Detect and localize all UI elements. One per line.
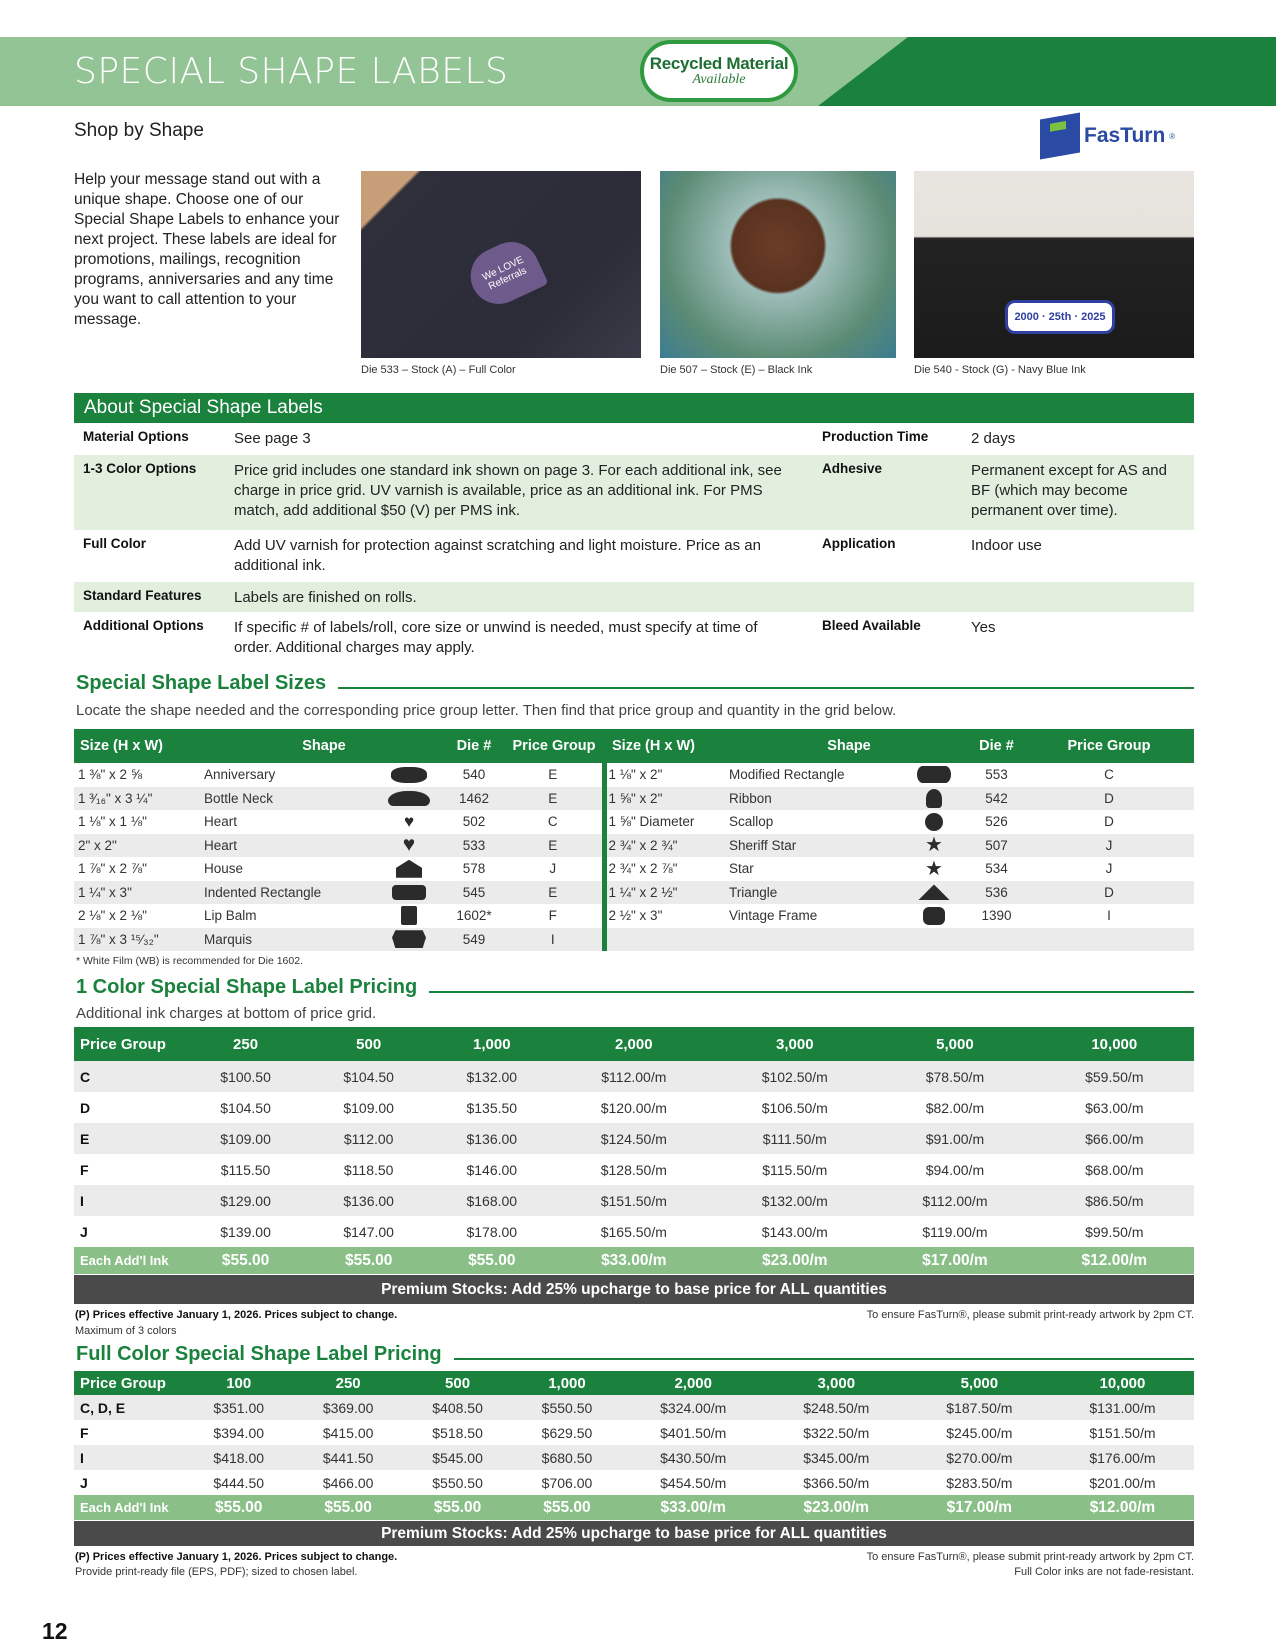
size-cell: 1 ⅛" x 2" xyxy=(604,763,729,787)
price-cell: $120.00/m xyxy=(600,1099,667,1116)
price-effective-note: (P) Prices effective January 1, 2026. Prices subject to change. xyxy=(75,1551,398,1563)
shape-cell: Marquis xyxy=(204,928,374,952)
star-shape-icon: ★ xyxy=(925,857,943,880)
additional-ink-row xyxy=(74,1247,1194,1274)
shape-cell: Ribbon xyxy=(729,787,899,811)
table-row xyxy=(74,928,1194,952)
about-key: Application xyxy=(822,536,896,551)
die-cell: 578 xyxy=(462,861,486,877)
price-cell: $132.00/m xyxy=(714,1185,875,1216)
scallop-shape-icon xyxy=(925,813,943,831)
about-value: 2 days xyxy=(971,430,1016,447)
price-cell: I xyxy=(74,1445,184,1470)
group-cell: J xyxy=(1024,834,1194,858)
table-row xyxy=(74,834,1194,858)
table-row xyxy=(74,810,1194,834)
max-colors-note: Maximum of 3 colors xyxy=(75,1325,177,1337)
shape-cell: Heart xyxy=(204,814,238,830)
sheriff-star-shape-icon: ★ xyxy=(899,834,969,858)
col-qty: 500 xyxy=(403,1371,512,1395)
price-cell: $132.00 xyxy=(430,1061,553,1092)
price-cell: $418.00 xyxy=(184,1445,293,1470)
price-cell: I xyxy=(74,1185,184,1216)
price-cell: $168.00 xyxy=(430,1185,553,1216)
price-row xyxy=(74,1154,1194,1185)
one-color-price-table xyxy=(74,1027,1194,1274)
price-cell: $369.00 xyxy=(293,1395,402,1420)
col-qty: 2,000 xyxy=(553,1027,714,1061)
shape-cell: Vintage Frame xyxy=(729,908,818,924)
price-cell: C xyxy=(74,1061,184,1092)
die-cell: 1390 xyxy=(981,908,1012,924)
price-cell: $151.50/m xyxy=(553,1185,714,1216)
about-row xyxy=(74,530,1194,582)
price-cell: $66.00/m xyxy=(1035,1123,1194,1154)
shape-cell: Modified Rectangle xyxy=(729,767,845,783)
price-cell: F xyxy=(80,1424,89,1441)
price-cell: E xyxy=(74,1123,184,1154)
price-cell: $63.00/m xyxy=(1085,1099,1144,1116)
group-cell: E xyxy=(504,834,604,858)
price-cell: $94.00/m xyxy=(925,1161,985,1178)
about-value: Price grid includes one standard ink shown on page 3. For each additional ink, see charge in price grid. UV varnish is available, price as an additional ink. For PMS match, add additional $50 (V) per PMS ink. xyxy=(234,462,782,519)
price-cell: J xyxy=(80,1223,88,1240)
col-die: Die # xyxy=(444,729,504,763)
size-cell: 2 ⅛" x 2 ⅛" xyxy=(78,908,147,924)
die-cell: 534 xyxy=(985,861,1008,877)
recycled-material-badge xyxy=(640,40,798,102)
sizes-note: Locate the shape needed and the corresponding price group letter. Then find that price group and quantity in the grid below. xyxy=(76,702,897,719)
about-key: Bleed Available xyxy=(822,618,921,633)
price-row xyxy=(74,1123,1194,1154)
group-cell: E xyxy=(504,881,604,905)
one-color-heading xyxy=(76,976,1194,999)
price-cell: $136.00 xyxy=(430,1123,553,1154)
sizes-heading xyxy=(76,672,1194,695)
one-color-title: 1 Color Special Shape Label Pricing xyxy=(76,976,418,998)
price-cell: $415.00 xyxy=(322,1424,374,1441)
page-title: SPECIAL SHAPE LABELS xyxy=(74,51,509,92)
price-cell: $706.00 xyxy=(541,1474,593,1491)
sizes-footnote: * White Film (WB) is recommended for Die 1602. xyxy=(76,955,303,967)
photo-boy-sheriff-star xyxy=(660,171,896,358)
about-key: Material Options xyxy=(83,429,189,444)
price-cell: $55.00 xyxy=(307,1247,430,1274)
price-cell: $55.00 xyxy=(293,1495,402,1520)
price-cell: $545.00 xyxy=(403,1445,512,1470)
header-banner xyxy=(0,37,1276,106)
price-cell: $115.50 xyxy=(220,1161,271,1178)
die-cell: 545 xyxy=(444,881,504,905)
price-cell: $518.50 xyxy=(432,1424,483,1441)
badge-line1: Recycled Material xyxy=(649,54,789,73)
table-row xyxy=(74,904,1194,928)
page-number: 12 xyxy=(42,1618,68,1644)
col-price-group: Price Group xyxy=(504,729,604,763)
price-cell: $165.50/m xyxy=(600,1223,667,1240)
price-cell: J xyxy=(80,1474,88,1491)
price-cell: $55.00 xyxy=(184,1495,293,1520)
price-cell: $112.00/m xyxy=(553,1061,714,1092)
price-cell: $629.50 xyxy=(541,1424,593,1441)
fasturn-note: To ensure FasTurn®, please submit print-ready artwork by 2pm CT. xyxy=(866,1551,1194,1563)
col-qty: 1,000 xyxy=(430,1027,553,1061)
die-cell: 540 xyxy=(462,767,486,783)
about-value: Labels are finished on rolls. xyxy=(234,589,417,606)
price-cell: $131.00/m xyxy=(1051,1395,1194,1420)
badge-line2: Available xyxy=(692,72,746,87)
photo-caption: Die 540 - Stock (G) - Navy Blue Ink xyxy=(914,364,1086,376)
price-cell: $17.00/m xyxy=(875,1247,1034,1274)
col-qty: 10,000 xyxy=(1051,1371,1194,1395)
price-cell: $129.00 xyxy=(184,1185,307,1216)
anniversary-shape-icon xyxy=(391,767,427,783)
shape-cell: Scallop xyxy=(729,814,774,830)
price-cell: $33.00/m xyxy=(622,1495,765,1520)
photo-caption: Die 507 – Stock (E) – Black Ink xyxy=(660,364,813,376)
price-cell: $151.50/m xyxy=(1089,1424,1156,1441)
about-section-header: About Special Shape Labels xyxy=(74,393,1194,423)
price-header-row xyxy=(74,1371,1194,1395)
price-cell: $128.50/m xyxy=(600,1161,667,1178)
fade-note: Full Color inks are not fade-resistant. xyxy=(1014,1566,1194,1578)
print-ready-note: Provide print-ready file (EPS, PDF); sized to chosen label. xyxy=(75,1566,358,1578)
group-cell: I xyxy=(1107,908,1111,924)
price-cell: $146.00 xyxy=(466,1161,518,1178)
col-die: Die # xyxy=(969,729,1024,763)
col-qty: 3,000 xyxy=(714,1027,875,1061)
die-cell: 549 xyxy=(444,928,504,952)
table-row xyxy=(74,881,1194,905)
price-cell: $115.50/m xyxy=(762,1161,828,1178)
group-cell: J xyxy=(1105,861,1113,877)
price-cell: C, D, E xyxy=(74,1395,184,1420)
price-cell: $283.50/m xyxy=(946,1474,1013,1491)
price-cell: $401.50/m xyxy=(660,1424,727,1441)
price-cell: $143.00/m xyxy=(761,1223,828,1240)
triangle-shape-icon xyxy=(918,884,950,900)
heart-shape-icon: ♥ xyxy=(403,811,415,831)
shape-cell: Bottle Neck xyxy=(204,787,374,811)
price-cell: D xyxy=(80,1099,91,1116)
heart-shape-icon: ♥ xyxy=(374,834,444,858)
price-cell: $111.50/m xyxy=(714,1123,875,1154)
die-cell: 542 xyxy=(969,787,1024,811)
price-header-row xyxy=(74,1027,1194,1061)
price-effective-note: (P) Prices effective January 1, 2026. Prices subject to change. xyxy=(75,1309,398,1321)
price-cell: $55.00 xyxy=(430,1247,553,1274)
size-cell: 1 ³⁄₁₆" x 3 ¼" xyxy=(74,787,204,811)
price-row xyxy=(74,1216,1194,1247)
shape-cell: Star xyxy=(729,861,754,877)
lip-balm-shape-icon xyxy=(401,906,417,925)
house-shape-icon xyxy=(396,860,422,878)
col-qty: 5,000 xyxy=(908,1371,1051,1395)
price-cell: $109.00 xyxy=(343,1099,394,1116)
price-row xyxy=(74,1185,1194,1216)
price-cell: $139.00 xyxy=(220,1223,271,1240)
col-qty: 500 xyxy=(307,1027,430,1061)
premium-stocks-banner: Premium Stocks: Add 25% upcharge to base price for ALL quantities xyxy=(74,1521,1194,1546)
price-cell: $430.50/m xyxy=(622,1445,765,1470)
group-cell: E xyxy=(504,787,604,811)
size-cell: 2" x 2" xyxy=(74,834,204,858)
group-cell: D xyxy=(1024,787,1194,811)
heading-rule xyxy=(454,1358,1194,1360)
bottle-neck-shape-icon xyxy=(388,791,430,806)
about-key: Standard Features xyxy=(83,588,202,603)
box-icon xyxy=(1040,112,1080,159)
size-cell: 2 ¾" x 2 ⅞" xyxy=(604,857,729,881)
size-cell: 1 ⅞" x 3 ¹⁵⁄₃₂" xyxy=(74,928,204,952)
about-key: Adhesive xyxy=(822,461,883,476)
price-cell: $78.50/m xyxy=(875,1061,1034,1092)
price-cell: $550.50 xyxy=(432,1474,483,1491)
size-cell: 1 ⅝" Diameter xyxy=(604,810,729,834)
price-cell: $135.50 xyxy=(466,1099,518,1116)
about-value: Permanent except for AS and BF (which may become permanent over time). xyxy=(971,462,1167,519)
table-row xyxy=(74,787,1194,811)
price-cell: $466.00 xyxy=(322,1474,374,1491)
price-cell: $106.50/m xyxy=(761,1099,828,1116)
price-cell: $124.50/m xyxy=(553,1123,714,1154)
size-cell: 1 ⅛" x 1 ⅛" xyxy=(78,814,147,830)
price-row xyxy=(74,1092,1194,1123)
price-cell: $86.50/m xyxy=(1035,1185,1194,1216)
price-cell: $12.00/m xyxy=(1035,1247,1194,1274)
about-value: Yes xyxy=(971,619,996,636)
price-cell: $245.00/m xyxy=(946,1424,1013,1441)
heading-rule xyxy=(338,687,1194,689)
price-cell: $351.00 xyxy=(184,1395,293,1420)
price-cell: $104.50 xyxy=(307,1061,430,1092)
table-row xyxy=(74,857,1194,881)
price-cell: $55.00 xyxy=(403,1495,512,1520)
table-row xyxy=(74,763,1194,787)
group-cell: D xyxy=(1104,814,1114,830)
price-cell: $119.00/m xyxy=(922,1223,988,1240)
price-cell: $270.00/m xyxy=(908,1445,1051,1470)
price-cell: $147.00 xyxy=(343,1223,394,1240)
col-qty: 2,000 xyxy=(622,1371,765,1395)
shape-cell: Indented Rectangle xyxy=(204,881,374,905)
price-cell: $55.00 xyxy=(512,1495,621,1520)
shape-cell: Sheriff Star xyxy=(729,834,899,858)
col-price-group: Price Group xyxy=(74,1027,184,1061)
modified-rectangle-shape-icon xyxy=(917,766,951,783)
col-shape: Shape xyxy=(204,729,444,763)
price-cell: $550.50 xyxy=(512,1395,621,1420)
die-cell: 1462 xyxy=(444,787,504,811)
price-cell: $112.00/m xyxy=(875,1185,1034,1216)
price-cell: $112.00 xyxy=(307,1123,430,1154)
price-cell: $408.50 xyxy=(403,1395,512,1420)
price-cell: $441.50 xyxy=(293,1445,402,1470)
price-cell: $366.50/m xyxy=(803,1474,870,1491)
sizes-header-row xyxy=(74,729,1194,763)
price-cell: $201.00/m xyxy=(1089,1474,1156,1491)
size-cell: 1 ⅞" x 2 ⅞" xyxy=(78,861,147,877)
about-row xyxy=(74,582,1194,612)
die-cell: 1602* xyxy=(456,908,492,924)
about-row xyxy=(74,455,1194,530)
about-row xyxy=(74,423,1194,455)
col-qty: 100 xyxy=(184,1371,293,1395)
registered-mark: ® xyxy=(1169,131,1176,141)
price-cell: $102.50/m xyxy=(714,1061,875,1092)
die-cell: 553 xyxy=(985,767,1008,783)
size-cell: 1 ⅜" x 2 ⅝ xyxy=(78,767,143,783)
price-cell: $23.00/m xyxy=(765,1495,908,1520)
premium-stocks-banner: Premium Stocks: Add 25% upcharge to base price for ALL quantities xyxy=(74,1275,1194,1304)
col-price-group: Price Group xyxy=(1024,729,1194,763)
photo-caption: Die 533 – Stock (A) – Full Color xyxy=(361,364,516,376)
about-key: 1-3 Color Options xyxy=(83,461,197,476)
price-cell: $187.50/m xyxy=(908,1395,1051,1420)
heading-rule xyxy=(429,991,1194,993)
price-cell: $55.00 xyxy=(184,1247,307,1274)
full-color-price-table xyxy=(74,1371,1194,1520)
col-qty: 1,000 xyxy=(512,1371,621,1395)
price-cell: $91.00/m xyxy=(875,1123,1034,1154)
col-qty: 250 xyxy=(293,1371,402,1395)
price-cell: $118.50 xyxy=(343,1161,394,1178)
col-qty: 5,000 xyxy=(875,1027,1034,1061)
group-cell: I xyxy=(504,928,604,952)
price-cell: Each Add'l Ink xyxy=(74,1247,184,1274)
col-price-group: Price Group xyxy=(74,1371,184,1395)
vintage-frame-shape-icon xyxy=(923,907,945,925)
about-key: Production Time xyxy=(822,429,929,444)
one-color-note: Additional ink charges at bottom of price grid. xyxy=(76,1005,377,1022)
price-cell: $33.00/m xyxy=(553,1247,714,1274)
die-cell: 536 xyxy=(969,881,1024,905)
size-cell: 1 ¼" x 3" xyxy=(74,881,204,905)
price-cell: $68.00/m xyxy=(1085,1161,1144,1178)
shape-cell: House xyxy=(204,861,244,877)
empty-cell xyxy=(729,928,899,952)
about-value: Indoor use xyxy=(971,537,1042,554)
price-cell: $109.00 xyxy=(184,1123,307,1154)
price-row xyxy=(74,1395,1194,1420)
price-cell: $178.00 xyxy=(466,1223,518,1240)
price-cell: $454.50/m xyxy=(660,1474,727,1491)
price-cell: $12.00/m xyxy=(1051,1495,1194,1520)
about-value: See page 3 xyxy=(234,430,311,447)
price-cell: $322.50/m xyxy=(803,1424,870,1441)
die-cell: 533 xyxy=(444,834,504,858)
die-cell: 526 xyxy=(985,814,1008,830)
indented-rectangle-shape-icon xyxy=(392,885,426,900)
fasturn-logo xyxy=(1040,116,1175,156)
size-cell: 2 ¾" x 2 ¾" xyxy=(604,834,729,858)
shape-cell: Heart xyxy=(204,834,374,858)
size-cell: 1 ⅝" x 2" xyxy=(604,787,729,811)
price-row xyxy=(74,1061,1194,1092)
marquis-shape-icon xyxy=(392,930,426,948)
shape-cell: Anniversary xyxy=(204,767,276,783)
group-cell: C xyxy=(1104,767,1114,783)
col-qty: 3,000 xyxy=(765,1371,908,1395)
logo-name: FasTurn xyxy=(1084,124,1166,147)
price-cell: $176.00/m xyxy=(1051,1445,1194,1470)
price-cell: $444.50 xyxy=(213,1474,265,1491)
anniversary-label-overlay: 2000 · 25th · 2025 xyxy=(1005,300,1115,334)
additional-ink-row xyxy=(74,1495,1194,1520)
price-cell: $345.00/m xyxy=(765,1445,908,1470)
die-cell: 507 xyxy=(969,834,1024,858)
price-cell: $136.00 xyxy=(307,1185,430,1216)
price-cell: $104.50 xyxy=(220,1099,271,1116)
full-color-title: Full Color Special Shape Label Pricing xyxy=(76,1343,442,1365)
about-key: Additional Options xyxy=(83,618,204,633)
heart-label-overlay: We LOVE Referrals xyxy=(461,233,548,313)
col-size: Size (H x W) xyxy=(74,729,204,763)
group-cell: E xyxy=(548,767,558,783)
price-cell: $82.00/m xyxy=(925,1099,985,1116)
die-cell: 502 xyxy=(462,814,486,830)
about-value: If specific # of labels/roll, core size or unwind is needed, must specify at time of order. Additional charges may apply. xyxy=(234,619,758,656)
full-color-heading xyxy=(76,1343,1194,1366)
fasturn-note: To ensure FasTurn®, please submit print-ready artwork by 2pm CT. xyxy=(866,1309,1194,1321)
col-size: Size (H x W) xyxy=(604,729,729,763)
empty-cell xyxy=(604,928,729,952)
price-cell: F xyxy=(80,1161,89,1178)
group-cell: J xyxy=(549,861,557,877)
shape-cell: Triangle xyxy=(729,881,899,905)
price-row xyxy=(74,1445,1194,1470)
price-cell: $248.50/m xyxy=(765,1395,908,1420)
price-cell: $100.50 xyxy=(184,1061,307,1092)
price-cell: Each Add'l Ink xyxy=(74,1495,184,1520)
sizes-title: Special Shape Label Sizes xyxy=(76,672,327,694)
price-row xyxy=(74,1470,1194,1495)
price-cell: $680.50 xyxy=(512,1445,621,1470)
ribbon-shape-icon xyxy=(926,789,942,808)
price-cell: $394.00 xyxy=(213,1424,265,1441)
price-row xyxy=(74,1420,1194,1445)
intro-text: Help your message stand out with a unique shape. Choose one of our Special Shape Labels to enhance your next project. These labels are ideal for promotions, mailings, recognition programs, anniversaries and any time you want to call attention to your message. xyxy=(74,171,340,328)
price-cell: $23.00/m xyxy=(714,1247,875,1274)
about-row xyxy=(74,612,1194,662)
price-cell: $59.50/m xyxy=(1035,1061,1194,1092)
size-cell: 1 ¼" x 2 ½" xyxy=(604,881,729,905)
col-shape: Shape xyxy=(729,729,969,763)
price-cell: $17.00/m xyxy=(908,1495,1051,1520)
col-qty: 10,000 xyxy=(1035,1027,1194,1061)
group-cell: F xyxy=(548,908,557,924)
section-subtitle: Shop by Shape xyxy=(74,120,204,141)
size-cell: 2 ½" x 3" xyxy=(604,904,729,928)
group-cell: D xyxy=(1024,881,1194,905)
price-cell: $324.00/m xyxy=(622,1395,765,1420)
banner-dark-stripe xyxy=(818,37,1276,106)
shape-cell: Lip Balm xyxy=(204,908,257,924)
about-value: Add UV varnish for protection against scratching and light moisture. Price as an additional ink. xyxy=(234,537,761,574)
group-cell: C xyxy=(547,814,558,830)
price-cell: $99.50/m xyxy=(1085,1223,1144,1240)
sizes-table xyxy=(74,729,1194,951)
about-key: Full Color xyxy=(83,536,146,551)
col-qty: 250 xyxy=(184,1027,307,1061)
